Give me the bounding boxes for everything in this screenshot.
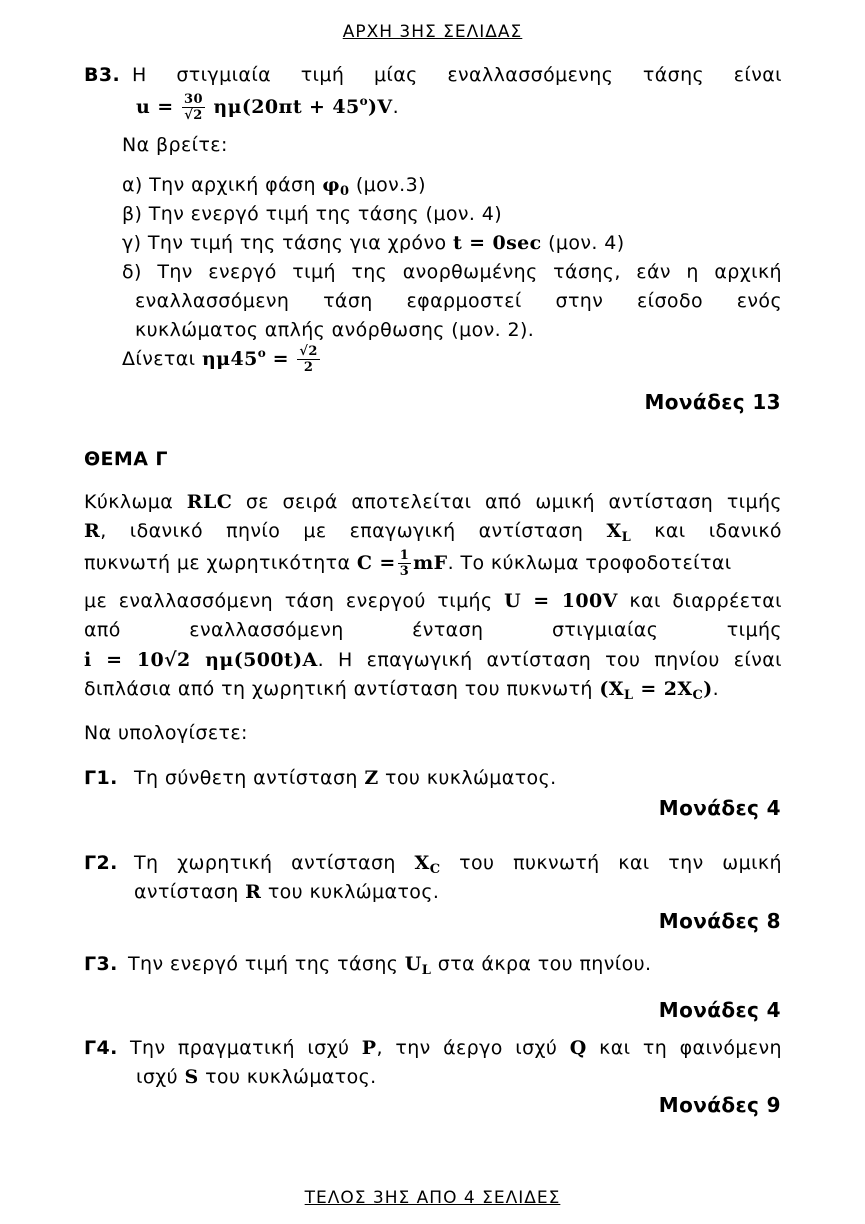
b3-given: Δίνεται ημ45$^o$ = $\frac{√2}{2}$ [122, 344, 318, 375]
theme-c-p3: πυκνωτή με χωρητικότητα C = $\frac{1}{3}$ mF. Το κύκλωμα τροφοδοτείται [84, 548, 732, 579]
theme-c-p5: από εναλλασσόμενη ένταση στιγμιαίας τιμής [84, 619, 782, 641]
theme-c-title: ΘΕΜΑ Γ [84, 448, 168, 470]
b3-item-b: β) Την ενεργό τιμή της τάσης (μον. 4) [122, 203, 503, 225]
question-g2-line2: αντίσταση R του κυκλώματος. [134, 881, 440, 903]
b3-item-d-line1: δ) Την ενεργό τιμή της ανορθωμένης τάσης, εάν η αρχική [122, 261, 782, 283]
eq-lhs: u = [136, 96, 174, 118]
question-g1-marks: Μονάδες 4 [658, 796, 781, 820]
question-g2-line1: Τη χωρητική αντίσταση $X_C$ του πυκνωτή και την ωμική [134, 852, 782, 877]
theme-c-p1: Κύκλωμα RLC σε σειρά αποτελείται από ωμική αντίσταση τιμής [84, 491, 782, 513]
given-fraction: $\frac{√2}{2}$ [299, 344, 318, 375]
b3-item-d-line2: εναλλασσόμενη τάση εφαρμοστεί στην είσοδο ενός [135, 290, 782, 312]
question-g3-label: Γ3. [84, 953, 118, 975]
theme-c-calc: Να υπολογίσετε: [84, 722, 248, 744]
capacitance-fraction: $\frac{1}{3}$ [399, 548, 410, 579]
b3-item-c: γ) Την τιμή της τάσης για χρόνο t = 0sec (μον. 4) [122, 232, 625, 254]
question-b3-label: Β3. [84, 64, 121, 86]
eq-rhs: ημ(20πt + 45 [213, 96, 360, 118]
theme-c-p2: R, ιδανικό πηνίο με επαγωγική αντίσταση $X_L$ και ιδανικό [84, 520, 782, 545]
question-g3-marks: Μονάδες 4 [658, 998, 781, 1022]
eq-fraction: $\frac{30}{√2}$ [184, 92, 203, 123]
question-g4-label: Γ4. [84, 1037, 118, 1059]
theme-c-p4: με εναλλασσόμενη τάση ενεργού τιμής U = 100V και διαρρέεται [84, 590, 782, 612]
page-footer: ΤΕΛΟΣ 3ΗΣ ΑΠΟ 4 ΣΕΛΙΔΕΣ [304, 1188, 561, 1208]
theme-c-p7: διπλάσια από τη χωρητική αντίσταση του πυκνωτή $(X_L = 2X_C)$. [84, 678, 720, 703]
b3-find: Να βρείτε: [122, 134, 228, 156]
b3-voltage-equation: u = $\frac{30}{√2}$ $\eta\mu(20\pi t + 45^o)V$. [136, 92, 400, 123]
b3-item-d-line3: κυκλώματος απλής ανόρθωσης (μον. 2). [135, 319, 535, 341]
b3-intro: Η στιγμιαία τιμή μίας εναλλασσόμενης τάσης είναι [132, 64, 782, 86]
b3-item-a: α) Την αρχική φάση $\varphi_0$ (μον.3) [122, 174, 426, 199]
page-header: ΑΡΧΗ 3ΗΣ ΣΕΛΙΔΑΣ [342, 22, 523, 42]
question-g4-marks: Μονάδες 9 [658, 1093, 781, 1117]
theme-c-p6: i = 10√2 ημ(500t)A. Η επαγωγική αντίσταση του πηνίου είναι [84, 649, 782, 671]
question-g2-label: Γ2. [84, 852, 118, 874]
question-g1-text: Τη σύνθετη αντίσταση Z του κυκλώματος. [134, 767, 557, 789]
question-g1-label: Γ1. [84, 767, 118, 789]
question-g3-text: Την ενεργό τιμή της τάσης $U_L$ στα άκρα του πηνίου. [128, 953, 652, 978]
question-g4-line1: Την πραγματική ισχύ P, την άεργο ισχύ Q και τη φαινόμενη [130, 1037, 782, 1059]
b3-marks: Μονάδες 13 [644, 390, 781, 414]
question-g2-marks: Μονάδες 8 [658, 909, 781, 933]
question-g4-line2: ισχύ S του κυκλώματος. [136, 1066, 377, 1088]
